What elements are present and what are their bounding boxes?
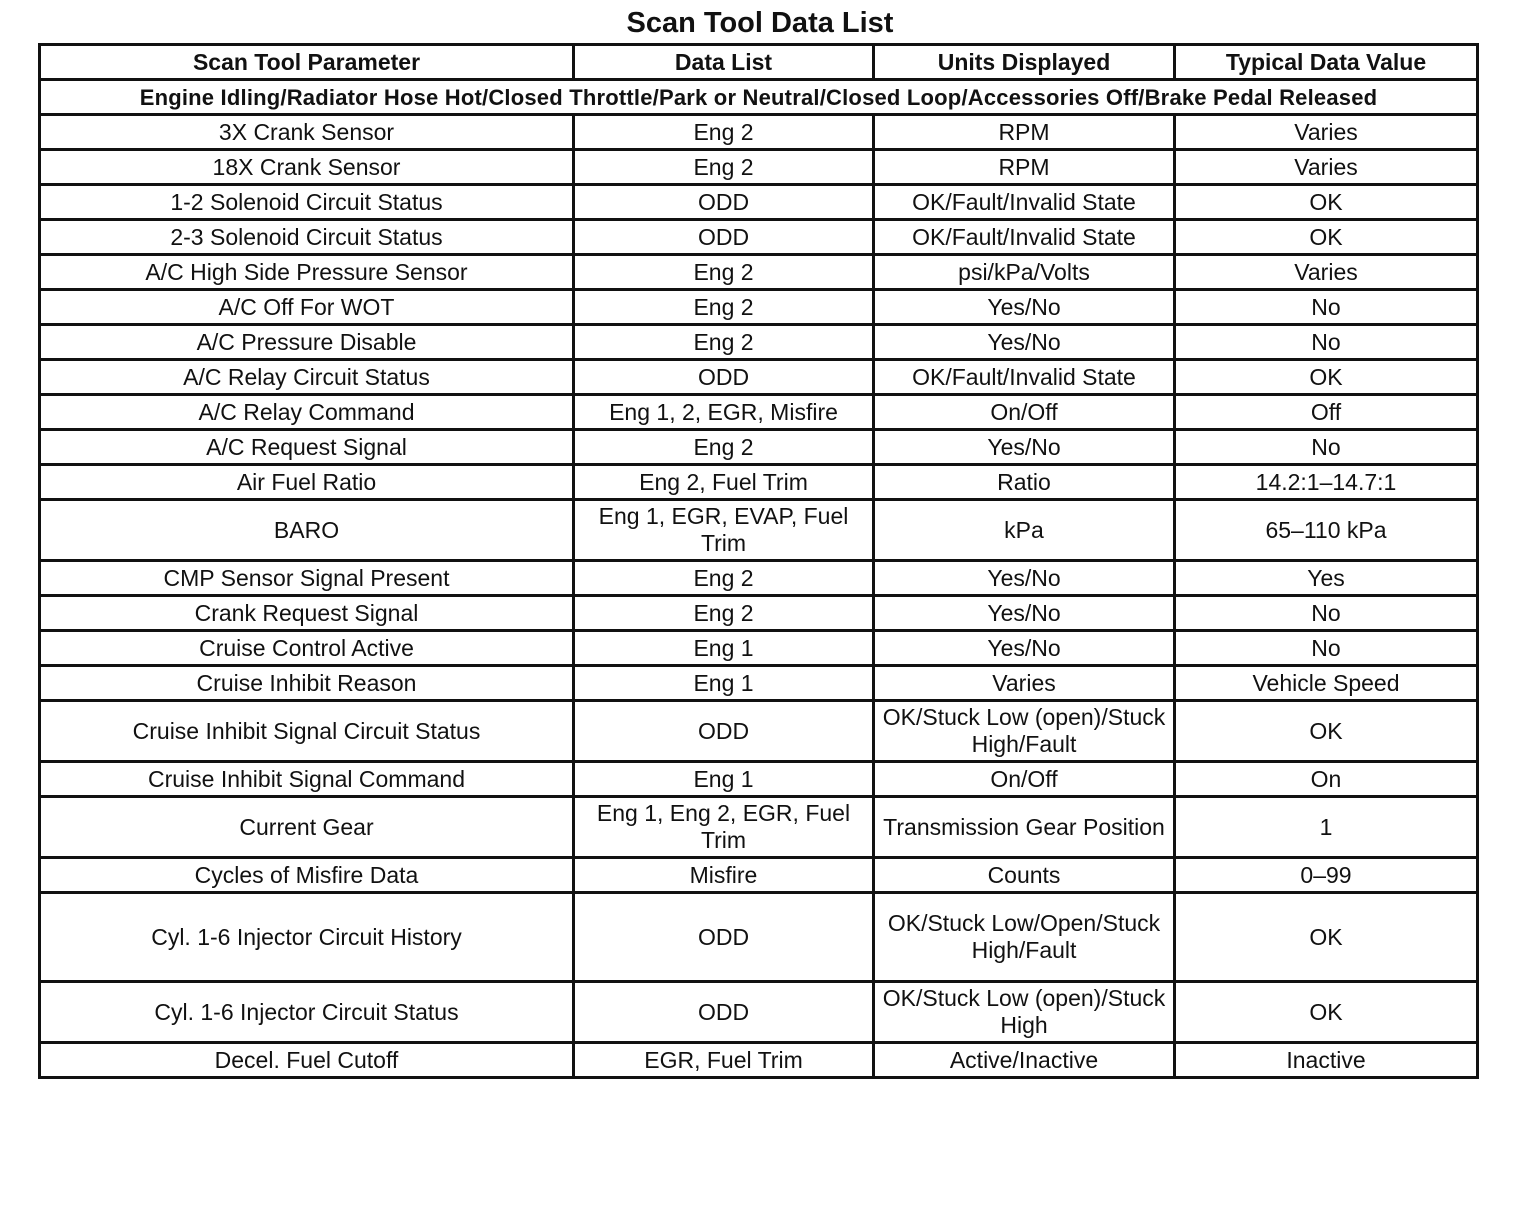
cell-typical-value: OK [1175, 982, 1478, 1043]
cell-units: OK/Fault/Invalid State [874, 360, 1175, 395]
cell-data-list: Eng 2 [574, 150, 874, 185]
cell-parameter: Cyl. 1-6 Injector Circuit Status [40, 982, 574, 1043]
cell-typical-value: 65–110 kPa [1175, 500, 1478, 561]
table-row [40, 290, 1478, 325]
cell-typical-value: No [1175, 430, 1478, 465]
cell-units: OK/Stuck Low (open)/Stuck High/Fault [874, 701, 1175, 762]
cell-typical-value: OK [1175, 185, 1478, 220]
header-row [40, 45, 1478, 80]
cell-units: Yes/No [874, 430, 1175, 465]
table-row [40, 150, 1478, 185]
cell-units: psi/kPa/Volts [874, 255, 1175, 290]
cell-typical-value: No [1175, 596, 1478, 631]
cell-data-list: Eng 2 [574, 325, 874, 360]
cell-parameter: Cruise Inhibit Signal Command [40, 762, 574, 797]
cell-parameter: Cyl. 1-6 Injector Circuit History [40, 893, 574, 982]
table-row [40, 858, 1478, 893]
cell-units: OK/Stuck Low/Open/Stuck High/Fault [874, 893, 1175, 982]
cell-units: Counts [874, 858, 1175, 893]
cell-typical-value: Off [1175, 395, 1478, 430]
cell-data-list: EGR, Fuel Trim [574, 1043, 874, 1078]
table-row [40, 561, 1478, 596]
cell-typical-value: Varies [1175, 255, 1478, 290]
table-row [40, 666, 1478, 701]
cell-data-list: Eng 2 [574, 290, 874, 325]
cell-data-list: ODD [574, 360, 874, 395]
cell-typical-value: No [1175, 290, 1478, 325]
cell-data-list: ODD [574, 893, 874, 982]
cell-typical-value: 0–99 [1175, 858, 1478, 893]
cell-typical-value: Varies [1175, 115, 1478, 150]
cell-typical-value: 14.2:1–14.7:1 [1175, 465, 1478, 500]
cell-parameter: Crank Request Signal [40, 596, 574, 631]
cell-typical-value: OK [1175, 893, 1478, 982]
cell-parameter: BARO [40, 500, 574, 561]
cell-units: On/Off [874, 762, 1175, 797]
cell-parameter: Cruise Control Active [40, 631, 574, 666]
cell-data-list: Eng 1, 2, EGR, Misfire [574, 395, 874, 430]
cell-parameter: A/C High Side Pressure Sensor [40, 255, 574, 290]
cell-units: RPM [874, 115, 1175, 150]
table-row [40, 465, 1478, 500]
cell-data-list: ODD [574, 220, 874, 255]
table-row [40, 220, 1478, 255]
cell-units: Transmission Gear Position [874, 797, 1175, 858]
cell-typical-value: Inactive [1175, 1043, 1478, 1078]
cell-parameter: Cruise Inhibit Reason [40, 666, 574, 701]
cell-data-list: Misfire [574, 858, 874, 893]
cell-parameter: 1-2 Solenoid Circuit Status [40, 185, 574, 220]
table-row [40, 797, 1478, 858]
cell-parameter: A/C Off For WOT [40, 290, 574, 325]
cell-units: RPM [874, 150, 1175, 185]
cell-typical-value: No [1175, 325, 1478, 360]
cell-units: Yes/No [874, 631, 1175, 666]
table-row [40, 596, 1478, 631]
cell-data-list: Eng 2 [574, 596, 874, 631]
test-condition: Engine Idling/Radiator Hose Hot/Closed Throttle/Park or Neutral/Closed Loop/Accessories Off/Brake Pedal Released [40, 80, 1478, 115]
cell-data-list: ODD [574, 701, 874, 762]
scan-tool-data-table [38, 43, 1479, 1079]
cell-data-list: Eng 2 [574, 430, 874, 465]
table-row [40, 701, 1478, 762]
cell-units: Yes/No [874, 290, 1175, 325]
cell-units: On/Off [874, 395, 1175, 430]
cell-data-list: Eng 2 [574, 255, 874, 290]
column-header-typical-value: Typical Data Value [1175, 45, 1478, 80]
cell-data-list: ODD [574, 982, 874, 1043]
cell-typical-value: OK [1175, 360, 1478, 395]
cell-parameter: Air Fuel Ratio [40, 465, 574, 500]
table-row [40, 893, 1478, 982]
cell-typical-value: Yes [1175, 561, 1478, 596]
cell-typical-value: No [1175, 631, 1478, 666]
table-row [40, 500, 1478, 561]
cell-parameter: Cycles of Misfire Data [40, 858, 574, 893]
cell-parameter: Current Gear [40, 797, 574, 858]
cell-parameter: 18X Crank Sensor [40, 150, 574, 185]
cell-data-list: Eng 2 [574, 561, 874, 596]
cell-parameter: CMP Sensor Signal Present [40, 561, 574, 596]
column-header-parameter: Scan Tool Parameter [40, 45, 574, 80]
cell-parameter: A/C Request Signal [40, 430, 574, 465]
cell-parameter: 2-3 Solenoid Circuit Status [40, 220, 574, 255]
cell-typical-value: Varies [1175, 150, 1478, 185]
cell-units: Active/Inactive [874, 1043, 1175, 1078]
cell-typical-value: OK [1175, 220, 1478, 255]
cell-data-list: Eng 1 [574, 666, 874, 701]
cell-data-list: Eng 1, Eng 2, EGR, Fuel Trim [574, 797, 874, 858]
table-row [40, 185, 1478, 220]
condition-row [40, 80, 1478, 115]
cell-parameter: 3X Crank Sensor [40, 115, 574, 150]
table-row [40, 762, 1478, 797]
cell-typical-value: On [1175, 762, 1478, 797]
table-row [40, 255, 1478, 290]
column-header-data-list: Data List [574, 45, 874, 80]
cell-units: Yes/No [874, 596, 1175, 631]
cell-typical-value: OK [1175, 701, 1478, 762]
table-row [40, 430, 1478, 465]
cell-units: Yes/No [874, 561, 1175, 596]
cell-data-list: Eng 2, Fuel Trim [574, 465, 874, 500]
cell-data-list: Eng 1 [574, 631, 874, 666]
cell-data-list: ODD [574, 185, 874, 220]
cell-typical-value: 1 [1175, 797, 1478, 858]
table-row [40, 982, 1478, 1043]
table-row [40, 325, 1478, 360]
cell-parameter: Cruise Inhibit Signal Circuit Status [40, 701, 574, 762]
page-title: Scan Tool Data List [626, 7, 894, 39]
column-header-units: Units Displayed [874, 45, 1175, 80]
cell-parameter: A/C Pressure Disable [40, 325, 574, 360]
cell-data-list: Eng 1 [574, 762, 874, 797]
cell-parameter: Decel. Fuel Cutoff [40, 1043, 574, 1078]
cell-units: kPa [874, 500, 1175, 561]
cell-parameter: A/C Relay Command [40, 395, 574, 430]
cell-units: Ratio [874, 465, 1175, 500]
cell-data-list: Eng 1, EGR, EVAP, Fuel Trim [574, 500, 874, 561]
table-row [40, 395, 1478, 430]
table-row [40, 1043, 1478, 1078]
cell-typical-value: Vehicle Speed [1175, 666, 1478, 701]
cell-data-list: Eng 2 [574, 115, 874, 150]
cell-units: Varies [874, 666, 1175, 701]
cell-units: Yes/No [874, 325, 1175, 360]
cell-units: OK/Fault/Invalid State [874, 185, 1175, 220]
table-row [40, 360, 1478, 395]
table-row [40, 631, 1478, 666]
cell-units: OK/Stuck Low (open)/Stuck High [874, 982, 1175, 1043]
cell-parameter: A/C Relay Circuit Status [40, 360, 574, 395]
cell-units: OK/Fault/Invalid State [874, 220, 1175, 255]
table-row [40, 115, 1478, 150]
